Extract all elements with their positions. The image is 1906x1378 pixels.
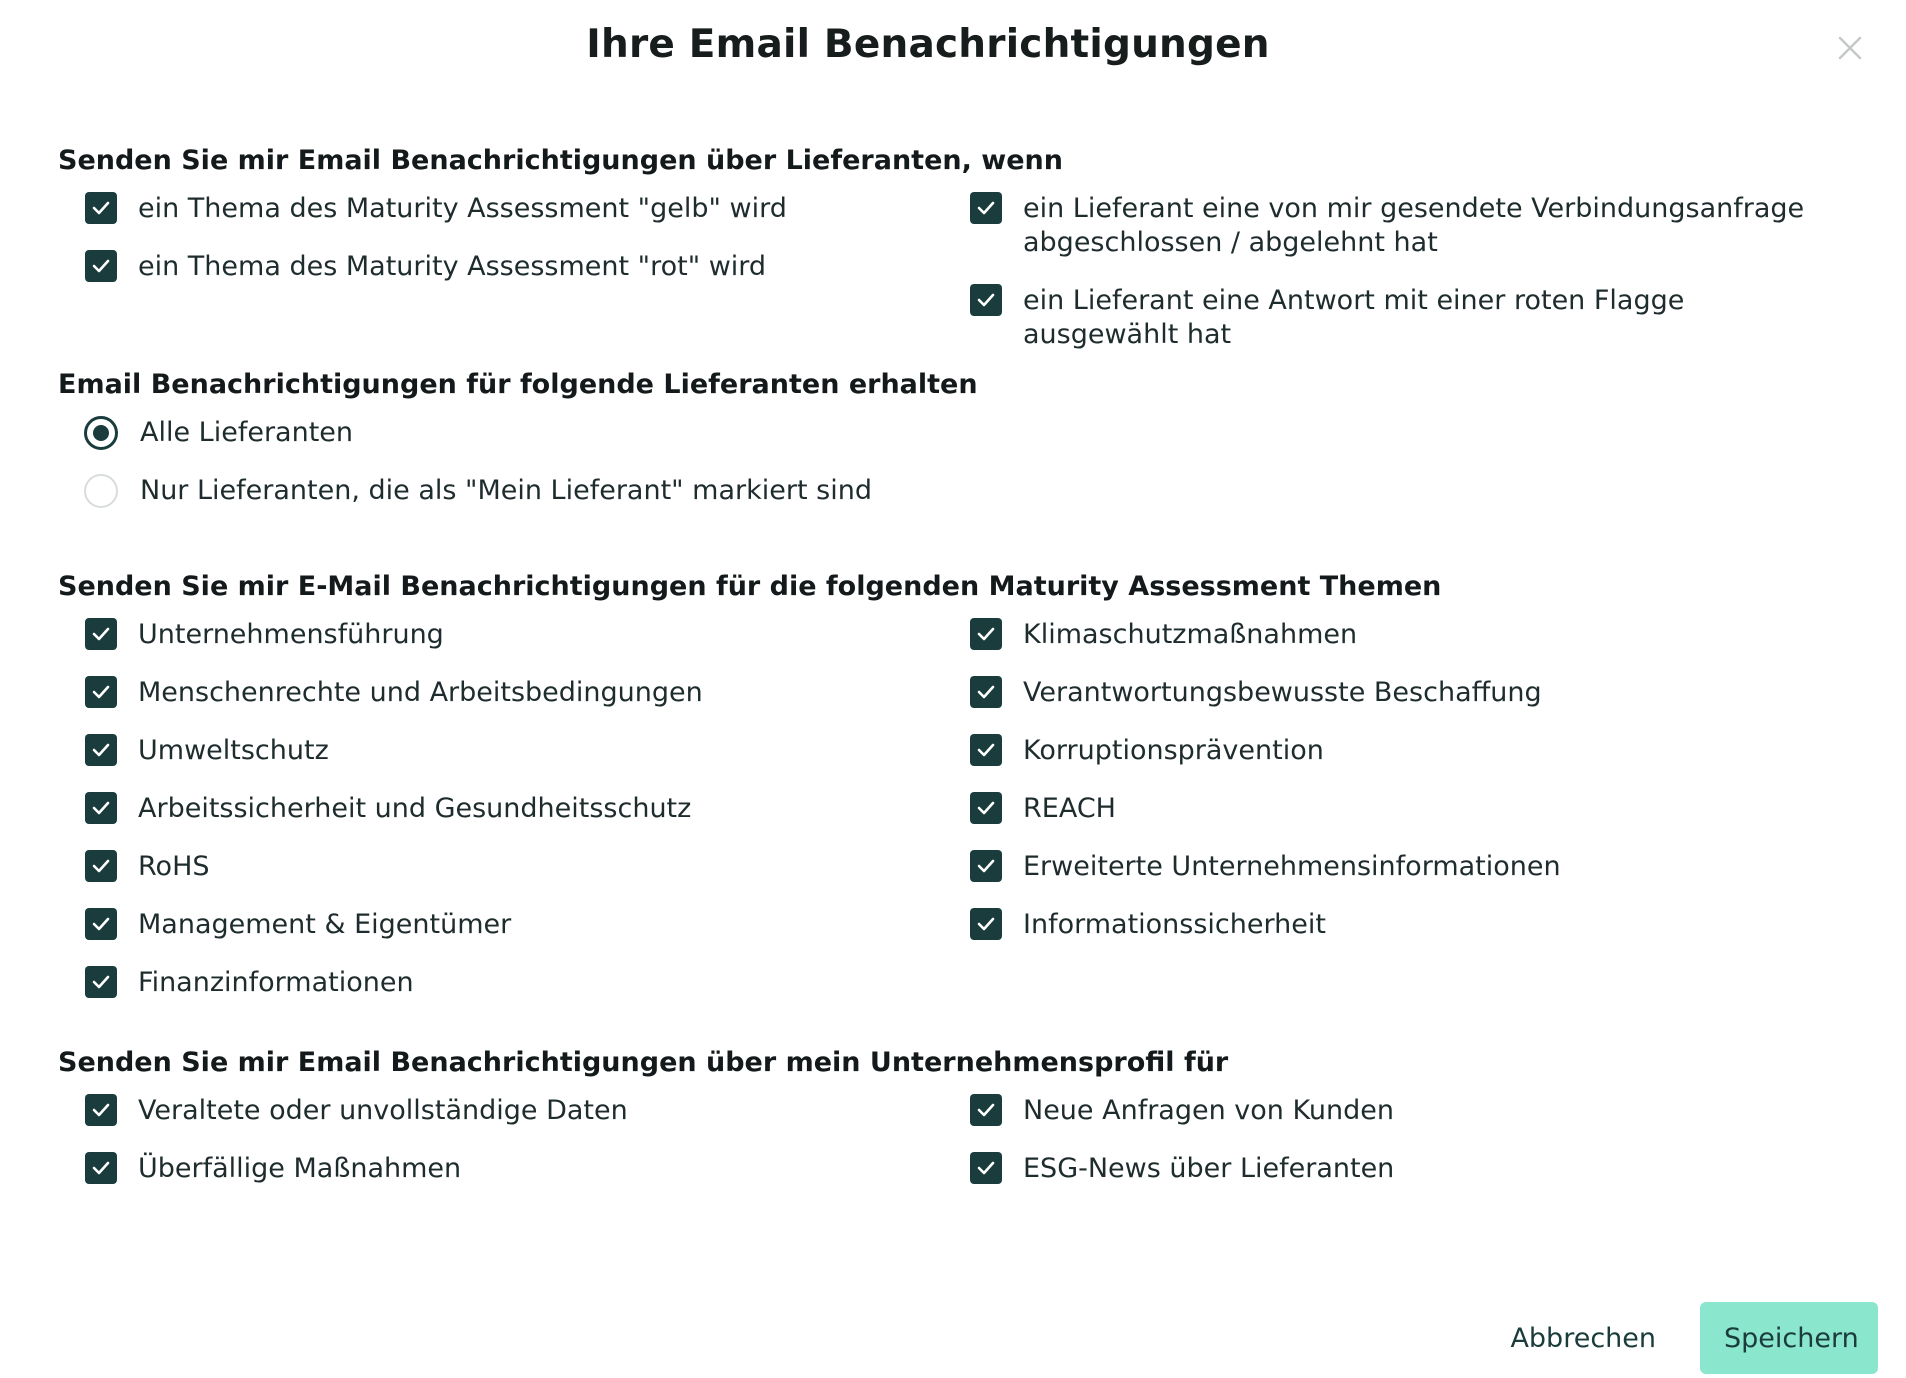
check-icon [976, 858, 996, 874]
radio-my-suppliers[interactable] [58, 474, 1858, 508]
dialog-footer [1488, 1302, 1878, 1374]
checkbox-option[interactable] [943, 1152, 1843, 1186]
checkbox-label: REACH [1023, 793, 1116, 824]
check-icon [976, 916, 996, 932]
checkbox[interactable] [970, 1152, 1002, 1184]
checkbox[interactable] [970, 850, 1002, 882]
checkbox[interactable] [970, 618, 1002, 650]
section-heading: Senden Sie mir E-Mail Benachrichtigungen für die folgenden Maturity Assessment Themen [58, 571, 1442, 602]
checkbox-option[interactable] [943, 1094, 1843, 1128]
section-heading: Senden Sie mir Email Benachrichtigungen über mein Unternehmensprofil für [58, 1047, 1229, 1078]
checkbox-option[interactable] [943, 734, 1843, 768]
checkbox-label: Überfällige Maßnahmen [138, 1153, 462, 1184]
checkbox-option[interactable] [58, 676, 943, 710]
checkbox-label: ein Lieferant eine von mir gesendete Verbindungsanfrage abgeschlossen / abgelehnt hat [1023, 193, 1805, 258]
checkbox[interactable] [85, 618, 117, 650]
checkbox[interactable] [85, 1152, 117, 1184]
check-icon [976, 742, 996, 758]
radio-label: Nur Lieferanten, die als "Mein Lieferant" markiert sind [140, 475, 872, 506]
check-icon [91, 200, 111, 216]
check-icon [976, 292, 996, 308]
checkbox-label: RoHS [138, 851, 210, 882]
section-heading: Email Benachrichtigungen für folgende Lieferanten erhalten [58, 369, 978, 400]
checkbox-label: Umweltschutz [138, 735, 329, 766]
checkbox-option[interactable] [58, 1094, 943, 1128]
supplier-triggers-section [58, 144, 1858, 352]
check-icon [91, 1102, 111, 1118]
checkbox[interactable] [970, 1094, 1002, 1126]
supplier-scope-section [58, 368, 1858, 532]
checkbox-option[interactable] [58, 618, 943, 652]
check-icon [91, 626, 111, 642]
checkbox[interactable] [85, 250, 117, 282]
checkbox-label: Arbeitssicherheit und Gesundheitsschutz [138, 793, 692, 824]
checkbox[interactable] [970, 908, 1002, 940]
checkbox[interactable] [85, 1094, 117, 1126]
close-icon[interactable] [1834, 32, 1866, 64]
checkbox-label: Unternehmensführung [138, 619, 444, 650]
checkbox-option[interactable] [943, 192, 1843, 260]
checkbox[interactable] [85, 676, 117, 708]
checkbox[interactable] [970, 284, 1002, 316]
check-icon [976, 200, 996, 216]
checkbox[interactable] [970, 676, 1002, 708]
radio-button[interactable] [84, 416, 118, 450]
checkbox-option[interactable] [943, 908, 1843, 942]
checkbox-label: Korruptionsprävention [1023, 735, 1324, 766]
check-icon [91, 974, 111, 990]
dialog-title: Ihre Email Benachrichtigungen [586, 22, 1270, 67]
checkbox-option[interactable] [943, 850, 1843, 884]
check-icon [976, 684, 996, 700]
checkbox[interactable] [85, 966, 117, 998]
checkbox-option[interactable] [58, 1152, 943, 1186]
checkbox-label: ein Thema des Maturity Assessment "rot" wird [138, 251, 767, 282]
company-profile-section [58, 1046, 1858, 1186]
checkbox-option[interactable] [58, 908, 943, 942]
check-icon [976, 800, 996, 816]
checkbox-label: Management & Eigentümer [138, 909, 512, 940]
checkbox-option[interactable] [943, 618, 1843, 652]
checkbox-label: Neue Anfragen von Kunden [1023, 1095, 1394, 1126]
checkbox-label: Finanzinformationen [138, 967, 414, 998]
checkbox[interactable] [85, 908, 117, 940]
check-icon [976, 626, 996, 642]
checkbox[interactable] [85, 850, 117, 882]
checkbox-label: ESG-News über Lieferanten [1023, 1153, 1395, 1184]
checkbox[interactable] [970, 734, 1002, 766]
cancel-button[interactable]: Abbrechen [1488, 1302, 1678, 1374]
checkbox-label: Veraltete oder unvollständige Daten [138, 1095, 628, 1126]
topics-section [58, 570, 1858, 1000]
checkbox-label: Menschenrechte und Arbeitsbedingungen [138, 677, 703, 708]
checkbox[interactable] [970, 192, 1002, 224]
checkbox[interactable] [970, 792, 1002, 824]
check-icon [91, 258, 111, 274]
check-icon [91, 684, 111, 700]
checkbox-label: Verantwortungsbewusste Beschaffung [1023, 677, 1542, 708]
check-icon [91, 800, 111, 816]
check-icon [91, 1160, 111, 1176]
checkbox-label: Erweiterte Unternehmensinformationen [1023, 851, 1561, 882]
checkbox[interactable] [85, 192, 117, 224]
checkbox-option[interactable] [58, 966, 943, 1000]
check-icon [91, 858, 111, 874]
radio-all-suppliers[interactable] [58, 416, 1858, 450]
checkbox-label: ein Thema des Maturity Assessment "gelb" wird [138, 193, 787, 224]
radio-label: Alle Lieferanten [140, 417, 354, 448]
checkbox-option[interactable] [58, 250, 943, 284]
check-icon [91, 916, 111, 932]
check-icon [976, 1102, 996, 1118]
checkbox-label: Klimaschutzmaßnahmen [1023, 619, 1358, 650]
checkbox-option[interactable] [58, 792, 943, 826]
checkbox-option[interactable] [58, 850, 943, 884]
checkbox-option[interactable] [943, 676, 1843, 710]
check-icon [91, 742, 111, 758]
section-heading: Senden Sie mir Email Benachrichtigungen über Lieferanten, wenn [58, 145, 1063, 176]
checkbox[interactable] [85, 734, 117, 766]
check-icon [976, 1160, 996, 1176]
checkbox-option[interactable] [58, 192, 943, 226]
checkbox-option[interactable] [943, 792, 1843, 826]
checkbox[interactable] [85, 792, 117, 824]
checkbox-label: Informationssicherheit [1023, 909, 1326, 940]
save-button[interactable]: Speichern [1700, 1302, 1878, 1374]
checkbox-option[interactable] [943, 284, 1843, 352]
radio-button[interactable] [84, 474, 118, 508]
checkbox-label: ein Lieferant eine Antwort mit einer roten Flagge ausgewählt hat [1023, 285, 1685, 350]
supplier-scope-radio-group [58, 416, 1858, 508]
checkbox-option[interactable] [58, 734, 943, 768]
